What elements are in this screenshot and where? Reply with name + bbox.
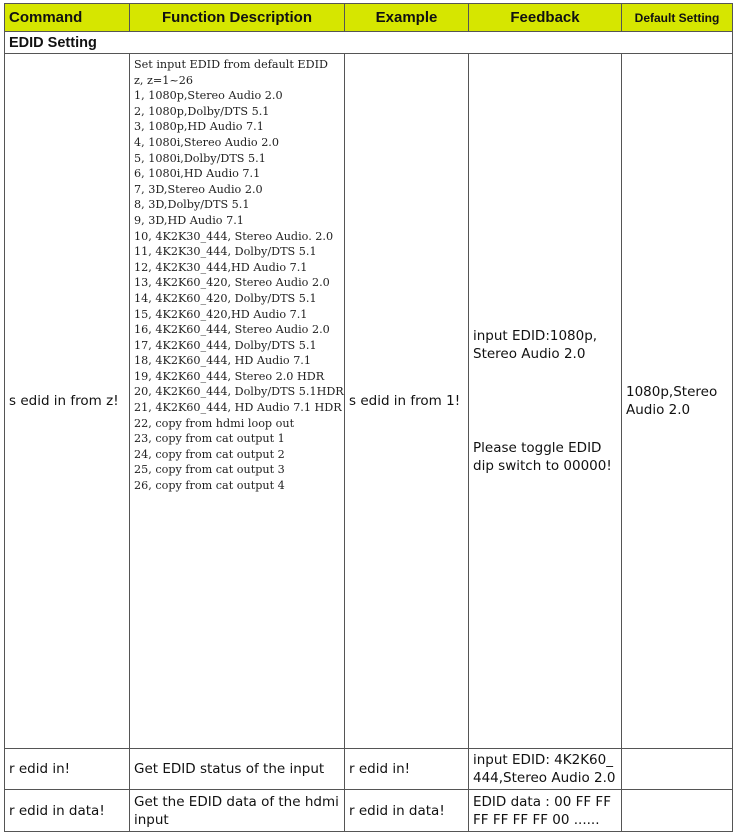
edid-option: 24, copy from cat output 2 [134,447,285,461]
header-row [5,4,733,32]
edid-option: 10, 4K2K30_444, Stereo Audio. 2.0 [134,229,334,243]
header-command: Command [5,4,130,32]
edid-option: 13, 4K2K60_420, Stereo Audio 2.0 [134,276,330,290]
header-feedback: Feedback [469,4,622,32]
default-cell [622,749,733,790]
feedback-cell: EDID data : 00 FF FF FF FF FF FF 00 ...... [469,790,622,832]
example-cell: r edid in data! [345,790,469,832]
command-cell: r edid in! [5,749,130,790]
feedback-cell [469,54,622,749]
edid-option: 8, 3D,Dolby/DTS 5.1 [134,198,250,212]
edid-option: 20, 4K2K60_444, Dolby/DTS 5.1HDR [134,385,344,399]
edid-option: 15, 4K2K60_420,HD Audio 7.1 [134,307,308,321]
edid-option: 17, 4K2K60_444, Dolby/DTS 5.1 [134,338,317,352]
feedback-line: input EDID:1080p, Stereo Audio 2.0 [473,327,598,362]
table-row [5,54,733,749]
example-cell: s edid in from 1! [345,54,469,749]
command-table [4,3,733,832]
edid-option: 26, copy from cat output 4 [134,479,285,493]
function-cell [130,54,345,749]
feedback-line: Please toggle EDID dip switch to 00000! [473,439,612,474]
table-row [5,749,733,790]
edid-option: 18, 4K2K60_444, HD Audio 7.1 [134,354,311,368]
feedback-cell: input EDID: 4K2K60_ 444,Stereo Audio 2.0 [469,749,622,790]
edid-option: 21, 4K2K60_444, HD Audio 7.1 HDR [134,401,342,415]
edid-option: 19, 4K2K60_444, Stereo 2.0 HDR [134,369,325,383]
edid-option: 12, 4K2K30_444,HD Audio 7.1 [134,260,308,274]
edid-option: 2, 1080p,Dolby/DTS 5.1 [134,104,270,118]
table-row [5,790,733,832]
edid-option: 4, 1080i,Stereo Audio 2.0 [134,135,279,149]
command-cell: s edid in from z! [5,54,130,749]
edid-option: 5, 1080i,Dolby/DTS 5.1 [134,151,266,165]
default-cell [622,790,733,832]
function-cell: Get the EDID data of the hdmi input [130,790,345,832]
feedback-spacer [473,364,617,439]
edid-option: 22, copy from hdmi loop out [134,416,295,430]
edid-option: 9, 3D,HD Audio 7.1 [134,213,244,227]
section-title: EDID Setting [5,32,733,54]
edid-option: 6, 1080i,HD Audio 7.1 [134,167,261,181]
edid-option: 11, 4K2K30_444, Dolby/DTS 5.1 [134,245,317,259]
command-cell: r edid in data! [5,790,130,832]
edid-option: 16, 4K2K60_444, Stereo Audio 2.0 [134,323,330,337]
default-cell: 1080p,Stereo Audio 2.0 [622,54,733,749]
edid-option: 1, 1080p,Stereo Audio 2.0 [134,89,283,103]
function-cell: Get EDID status of the input [130,749,345,790]
header-function-description: Function Description [130,4,345,32]
edid-option: 3, 1080p,HD Audio 7.1 [134,120,264,134]
section-row [5,32,733,54]
function-intro: Set input EDID from default EDID z, z=1~26 [134,58,328,87]
example-cell: r edid in! [345,749,469,790]
edid-option: 14, 4K2K60_420, Dolby/DTS 5.1 [134,291,317,305]
edid-option: 7, 3D,Stereo Audio 2.0 [134,182,263,196]
header-default-setting: Default Setting [622,4,733,32]
header-example: Example [345,4,469,32]
edid-option: 25, copy from cat output 3 [134,463,285,477]
edid-option: 23, copy from cat output 1 [134,432,285,446]
